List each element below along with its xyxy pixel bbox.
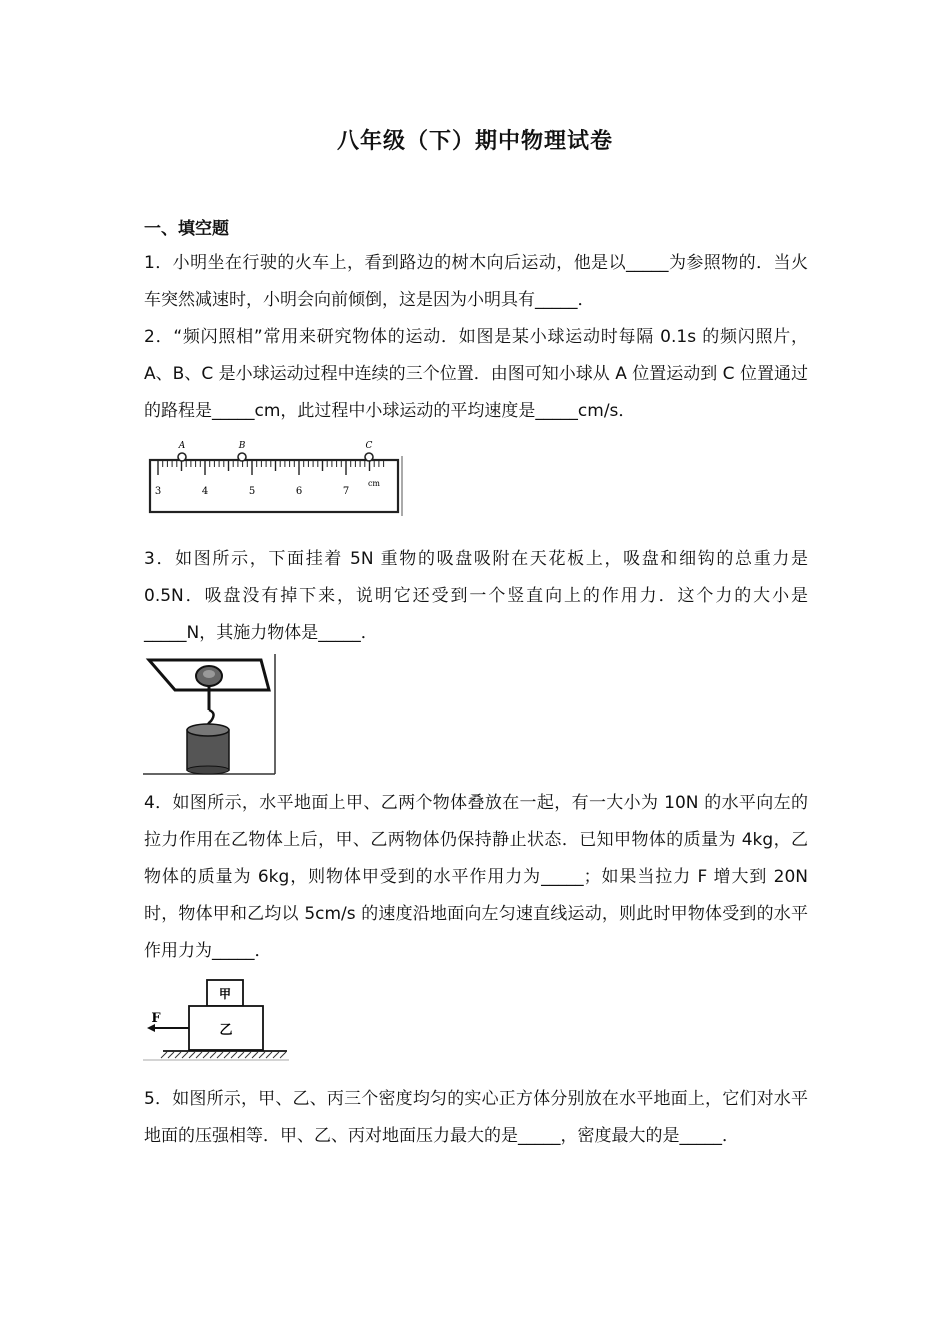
block-yi-label: 乙 [219,1023,233,1038]
ruler-number-6: 6 [295,486,303,497]
ball-a-label: A [178,441,186,451]
stacked-blocks-figure [143,976,289,1062]
weight-bottom [187,766,229,774]
ruler-number-4: 4 [201,486,209,497]
ruler-body [150,460,398,512]
question-5: 5．如图所示，甲、乙、丙三个密度均匀的实心正方体分别放在水平地面上，它们对水平地面的压强相等．甲、乙、丙对地面压力最大的是_____，密度最大的是_____． [144,1089,808,1146]
ground-hatch-line [252,1052,258,1058]
ground-hatch-line [231,1052,237,1058]
ground-hatch-line [259,1052,265,1058]
block-jia-label: 甲 [218,987,232,1001]
ground-hatch-line [245,1052,251,1058]
ruler-number-3: 3 [154,486,162,497]
suction-cup-figure [143,652,279,776]
ground-hatch-line [224,1052,230,1058]
ruler-unit: cm [367,479,381,488]
ground-hatch-line [196,1052,202,1058]
section-heading-fill-blank: 一、填空题 [144,219,229,239]
ruler-figure [144,434,406,518]
question-4: 4．如图所示，水平地面上甲、乙两个物体叠放在一起，有一大小为 10N 的水平向左的拉力作用在乙物体上后，甲、乙两物体仍保持静止状态．已知甲物体的质量为 4kg，乙物体的质量为 6kg，则物体甲受到的水平作用力为_____；如果当拉力 F 增大到 20N 时，物体甲和乙均以 5cm/s 的速度沿地面向左匀速直线运动，则此时甲物体受到的水平作用力为_____． [144,793,808,961]
ball-c-circle [365,453,373,461]
question-1: 1．小明坐在行驶的火车上，看到路边的树木向后运动，他是以_____为参照物的．当火车突然减速时，小明会向前倾倒，这是因为小明具有_____． [144,253,808,310]
ball-c-label: C [365,441,373,451]
ground-hatch [161,1052,286,1058]
ground-hatch-line [280,1052,286,1058]
ball-c [365,441,373,461]
question-2: 2．“频闪照相”常用来研究物体的运动．如图是某小球运动时每隔 0.1s 的频闪照片，A、B、C 是小球运动过程中连续的三个位置．由图可知小球从 A 位置运动到 C 位置通过的路程是_____cm，此过程中小球运动的平均速度是_____cm/s． [144,327,808,421]
ground-hatch-line [182,1052,188,1058]
ruler-number-5: 5 [248,486,256,497]
weight-top [187,724,229,736]
force-label: F [151,1011,161,1026]
exam-title: 八年级（下）期中物理试卷 [336,129,613,154]
ball-a-circle [178,453,186,461]
question-3: 3．如图所示，下面挂着 5N 重物的吸盘吸附在天花板上，吸盘和细钩的总重力是 0.5N．吸盘没有掉下来，说明它还受到一个竖直向上的作用力．这个力的大小是_____N，其施力物体是_____． [144,549,808,643]
ground-hatch-line [175,1052,181,1058]
ground-hatch-line [168,1052,174,1058]
ground-hatch-line [266,1052,272,1058]
ball-a [178,441,186,461]
ball-b [238,441,246,461]
ruler-number-7: 7 [342,486,350,497]
ground-hatch-line [238,1052,244,1058]
ground-hatch-line [203,1052,209,1058]
ground-hatch-line [189,1052,195,1058]
ball-b-label: B [238,441,246,451]
ground-hatch-line [273,1052,279,1058]
ground-hatch-line [161,1052,167,1058]
ground-hatch-line [210,1052,216,1058]
ball-b-circle [238,453,246,461]
ground-hatch-line [217,1052,223,1058]
suction-cup-highlight [203,670,215,678]
